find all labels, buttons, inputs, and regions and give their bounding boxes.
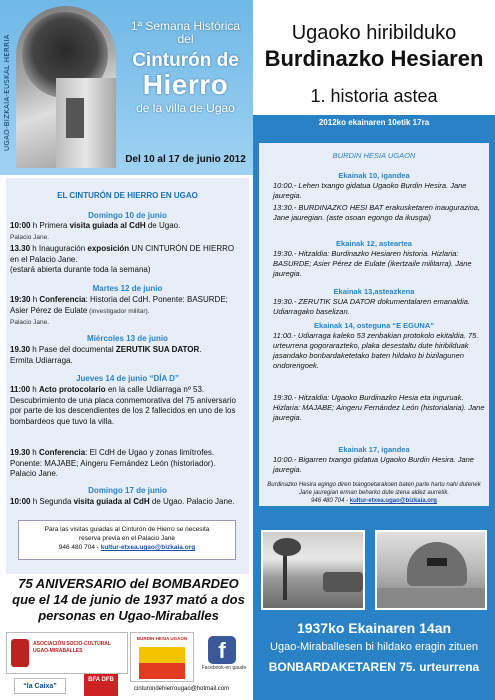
facebook-logo[interactable]: f Facebook-en gaude (196, 632, 252, 674)
event-item: 19:30.- Hitzaldia: Burdinazko Hesiaren historia. Hizlaria: BASURDE; Asier Pérez de Eulate (ikertzaile militarra). Jane jauregia. (273, 249, 472, 278)
event-item: 10:00.- Lehen txango gidatua Ugaoko Burdin Hesira. Jane jauregia. (273, 181, 467, 200)
day-header: Ekainak 12, asteartea (336, 239, 412, 248)
bunker-ruins-photo (375, 530, 487, 610)
day-header: Ekainak 14, osteguna “E EGUNA” (313, 321, 435, 330)
reservation-note: Para las visitas guiadas al Cinturón de Hierro se necesita reserva previa en el Palacio Jane 946 480 704 - kultur-etxea.ugao@bizkaia.org (18, 520, 236, 560)
basque-program-band (253, 115, 495, 700)
event-item: 13:30.- BURDINAZKO HESI BAT erakusketaren inaugurazioa, Jane jauregian. (aste osoan egongo da ikusgai) (273, 203, 481, 222)
event-item: 10:00.- Bigarren txango gidatua Ugaoko Burdin Hesira. Jane jauregia. (273, 455, 474, 474)
lacaixa-logo: “la Caixa” (14, 678, 66, 694)
event-item: 11:00.- Udiarraga kaleko 53 zenbakian protokolo ekitaldia. 75. urteurrena gogoraraztekо, plaka desestaltu dute hiribilduak jasandako bonbardaketetako baten hildako bi bizilagunen ondorengoek. (273, 331, 479, 370)
bottom-subtitle: Ugao-Miraballesen bi hildako eragin zituen (270, 641, 478, 653)
event-item: 10:00 h Primera visita guiada al CdH de Ugao. Palacio Jane. (10, 221, 181, 241)
day-header: Martes 12 de junio (92, 284, 163, 293)
bottom-date: 1937ko Ekainaren 14an (296, 620, 452, 636)
day-header: Ekainak 13,asteazkena (333, 287, 415, 296)
bunker-photo (16, 6, 116, 168)
event-item: 19:30.- Hitzaldia: Ugaoko Burdinazko Hesia eta inguruak. Hizlaria: MAJABE; Aingeru Fernández León (historialaria). Jane jauregia. (273, 393, 485, 422)
title-line-5: de la villa de Ugao (136, 101, 235, 115)
title-line-3: Cinturón de (132, 50, 239, 71)
day-header: Miércoles 13 de junio (87, 334, 168, 343)
basque-title-line-2: Burdinazko Hesiaren (264, 46, 484, 71)
basque-program (259, 143, 489, 506)
day-header: Domingo 17 de junio (88, 486, 167, 495)
day-header: Jueves 14 de junio “DÍA D” (76, 374, 179, 383)
event-item: 13.30 h Inauguración exposición UN CINTURÓN DE HIERRO en el Palacio Jane. (estará abierta durante toda la semana) (10, 244, 235, 274)
anniversary-text: 75 ANIVERSARIO del BOMBARDEO que el 14 de junio de 1937 mató a dos personas en Ugao-Miraballes (12, 576, 245, 623)
event-item: 19.30 h Conferencia: El CdH de Ugao y zonas limítrofes. Ponente: MAJABE; Aingeru Fernández León (historiador). Palacio Jane. (10, 448, 216, 478)
spanish-dates: Del 10 al 17 de junio 2012 (125, 154, 246, 165)
program-title: EL CINTURÓN DE HIERRO EN UGAO (57, 191, 198, 200)
event-item: 19.30 h Pase del documental ZERUTIK SUA DATOR. Ermita Udiarraga. (10, 345, 202, 365)
bfa-logo: BFA DFB (84, 674, 118, 696)
basque-title-line-1: Ugaoko hiribilduko (291, 22, 457, 44)
hillside-photo (261, 530, 365, 610)
bottom-anniversary: BONBARDAKETAREN 75. urteurrena (268, 660, 480, 674)
title-line-2: del (177, 32, 194, 46)
facebook-icon: f (208, 636, 236, 664)
day-header: Ekainak 17, igandea (338, 445, 410, 454)
program-title: BURDIN HESIA UGAON (332, 151, 416, 160)
burdin-hesia-logo: BURDIN HESIA UGAON (130, 632, 194, 682)
event-item: 10:00 h Segunda visita guiada al CdH de Ugao. Palacio Jane. (10, 497, 235, 506)
side-vertical-text: UGAO-BIZKAIA-EUSKAL HERRIA (3, 34, 11, 151)
email-link[interactable]: kultur-etxea.ugao@bizkaia.org (100, 544, 196, 551)
event-item: 19:30.- ZERUTIK SUA DATOR dokumentalaren emanaldia. Udiarragako baselizan. (273, 297, 471, 316)
day-header: Domingo 10 de junio (88, 211, 167, 220)
title-line-4: Hierro (142, 69, 229, 100)
basque-column (253, 0, 495, 700)
event-item: 11:00 h Acto protocolario en la calle Udiarraga nº 53. Descubrimiento de una placa conmemorativa del 75 aniversario por parte de los descendientes de los 2 fallecidos en uno de los bombardeos que tuvo la villa. (10, 385, 236, 426)
spanish-program (6, 178, 249, 574)
email-link[interactable]: kultur-etxea.ugao@bizkaia.org (349, 498, 437, 504)
event-item: 19:30 h Conferencia: Historia del CdH. Ponente: BASURDE; Asier Pérez de Eulate (investigador militar). Palacio Jane. (10, 295, 228, 326)
sponsor-logos (6, 632, 253, 698)
basque-dates: 2012ko ekainaren 10etik 17ra (318, 118, 430, 127)
title-line-1: 1ª Semana Histórica (130, 19, 241, 33)
association-logo: ASOCIACIÓN SOCIO-CULTURAL UGAO-MIRABALLES (6, 632, 128, 674)
contact-email[interactable]: cinturondehierrougao@hotmail.com (134, 686, 230, 692)
day-header: Ekainak 10, igandea (338, 171, 410, 180)
spanish-title (118, 20, 253, 115)
basque-title-line-3: 1. historia astea (310, 86, 438, 106)
reservation-note: Burdinazko Hesira egingo diren txangoetarakoen baten parte hartu nahi dutenek Jane jauregian erman beharko dute izena aldez aurretik. 946 480 704 - kultur-etxea.ugao@bizkaia.org (267, 482, 481, 504)
